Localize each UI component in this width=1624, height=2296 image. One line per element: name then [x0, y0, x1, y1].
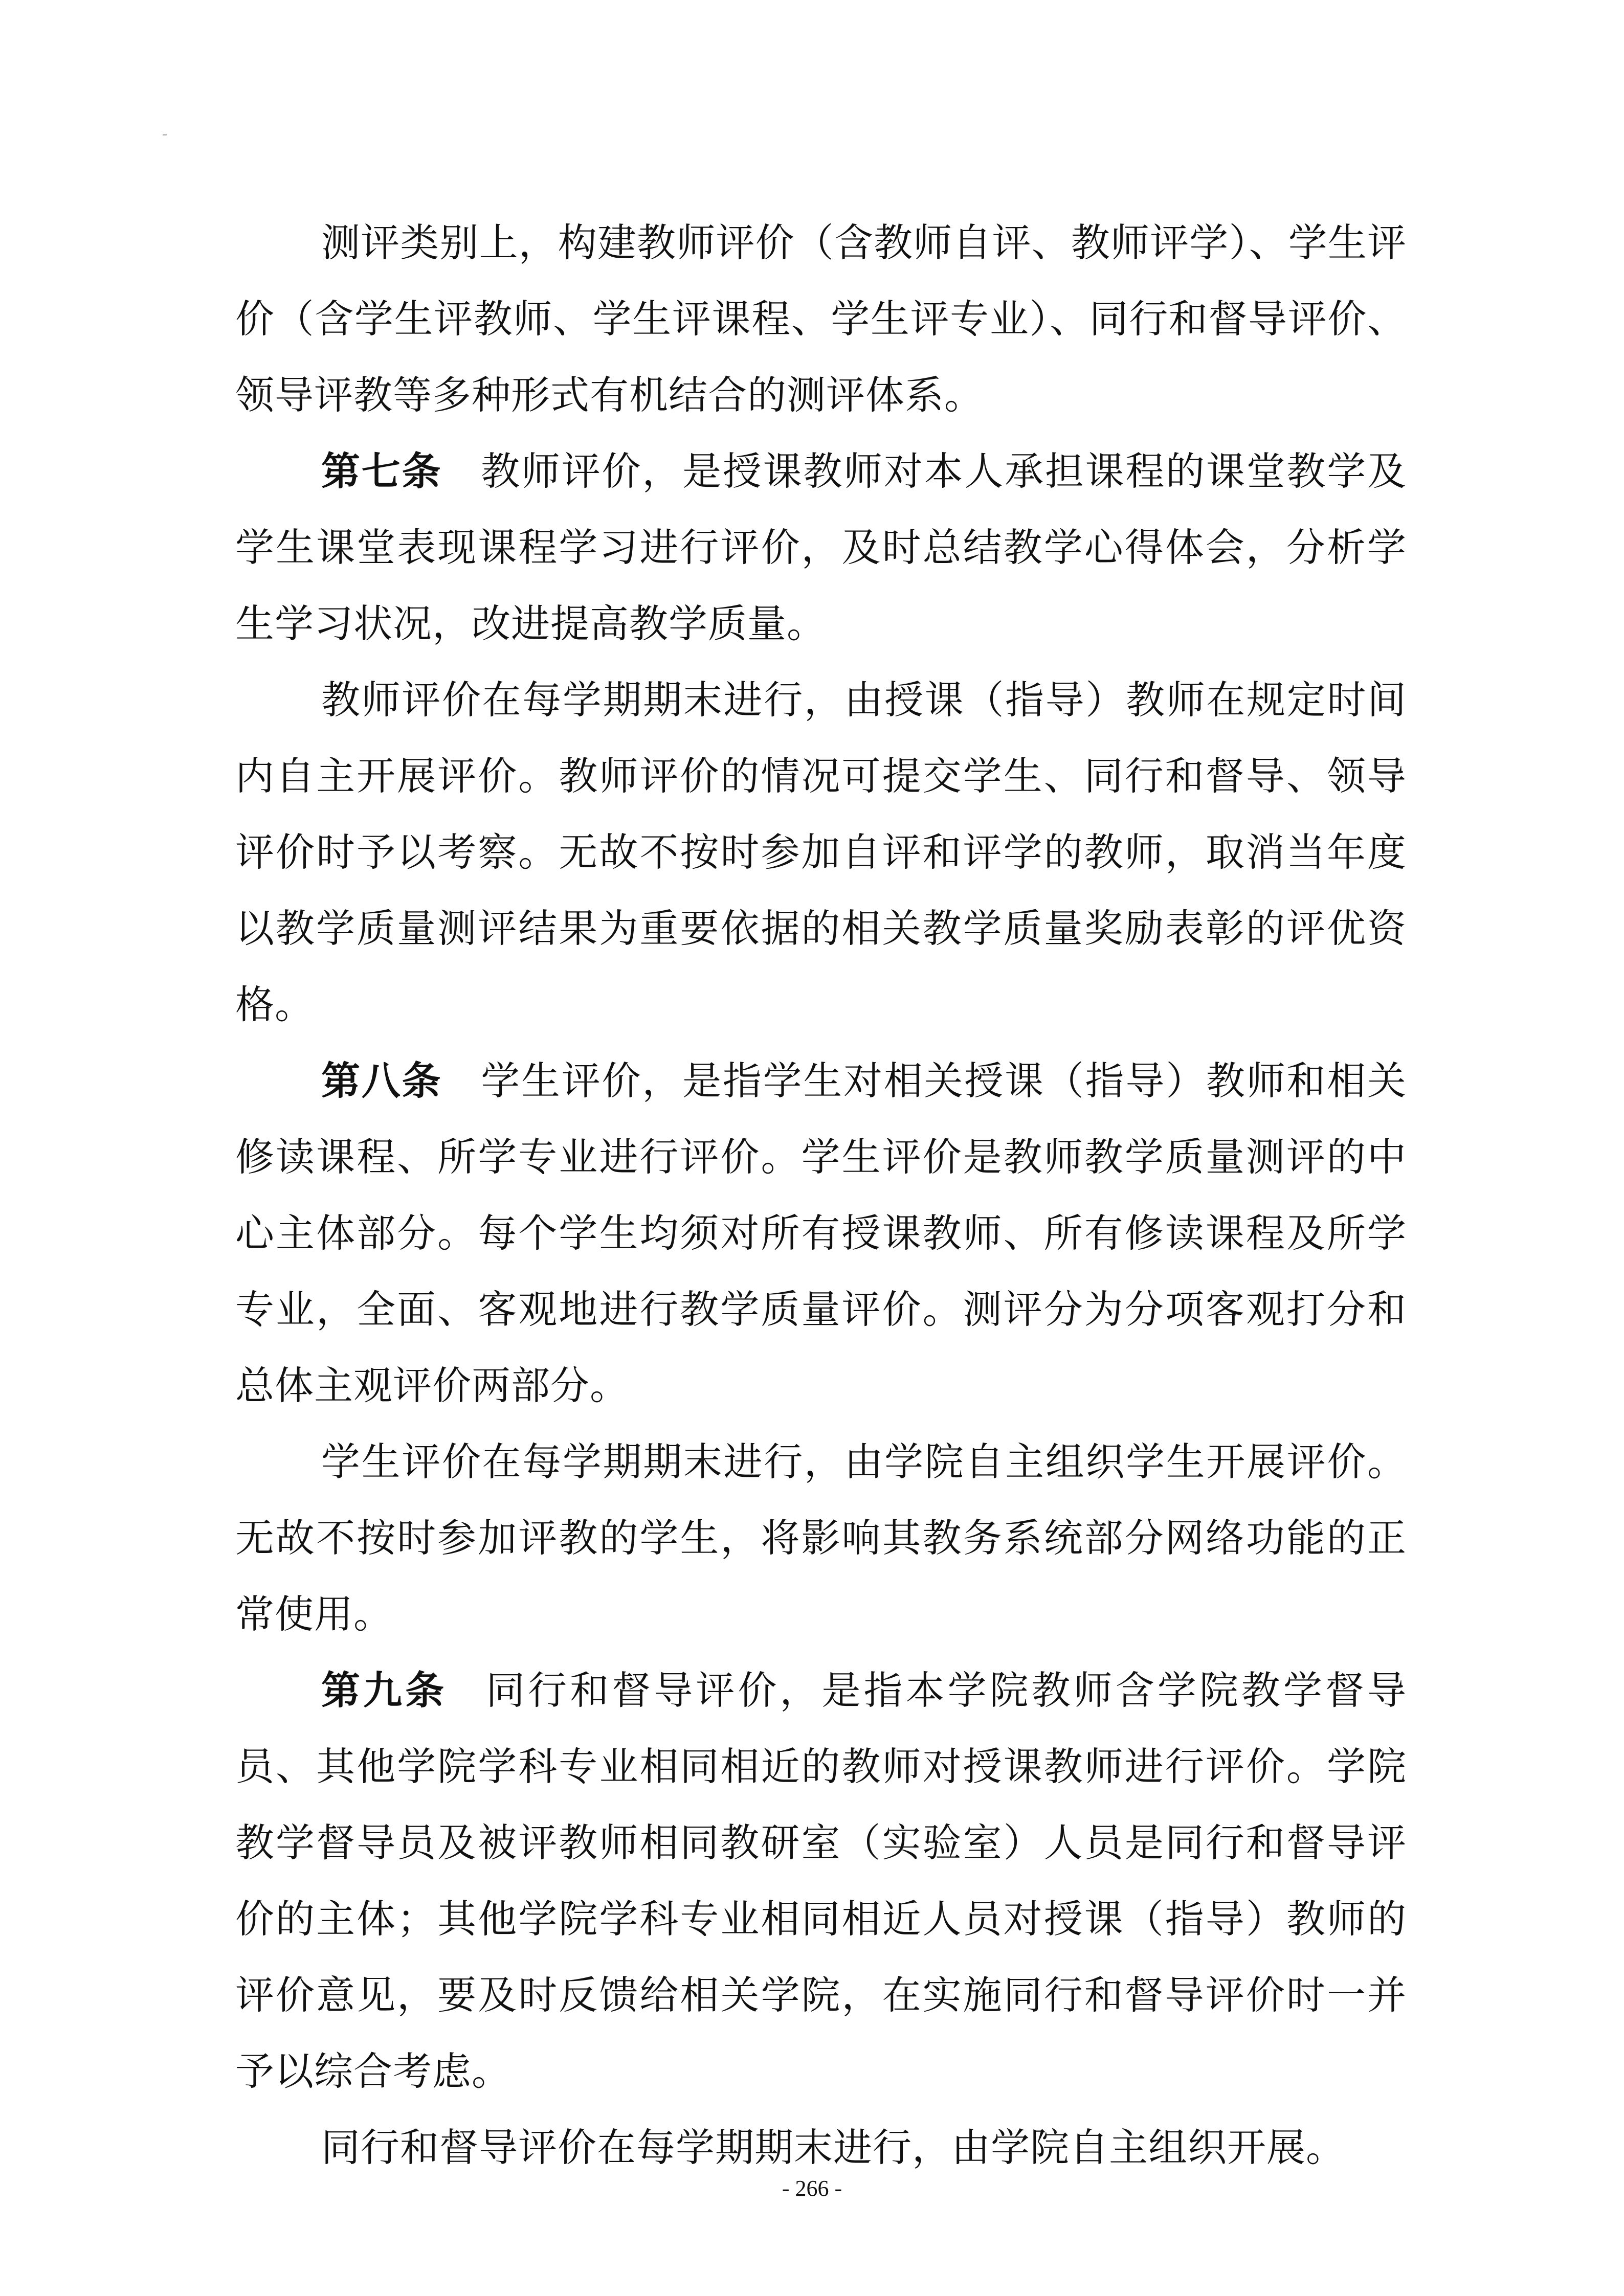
paragraph-text: 测评类别上，构建教师评价（含教师自评、教师评学）、学生评价（含学生评教师、学生评课程、学生评专业）、同行和督导评价、领导评教等多种形式有机结合的测评体系。 [235, 220, 1407, 418]
paragraph-student-evaluation-timing [235, 1424, 1407, 1652]
paragraph-text: 学生评价在每学期期末进行，由学院自主组织学生开展评价。无故不按时参加评教的学生，将影响其教务系统部分网络功能的正常使用。 [235, 1439, 1407, 1637]
article-8 [235, 1043, 1407, 1424]
article-number: 第九条 [321, 1668, 448, 1713]
paragraph-evaluation-categories [235, 205, 1407, 433]
paragraph-peer-evaluation-timing [235, 2109, 1407, 2186]
article-number: 第八条 [321, 1058, 442, 1104]
paragraph-text: 同行和督导评价在每学期期末进行，由学院自主组织开展。 [321, 2125, 1345, 2170]
body-text [235, 205, 1407, 2186]
paragraph-text: 教师评价在每学期期末进行，由授课（指导）教师在规定时间内自主开展评价。教师评价的情况可提交学生、同行和督导、领导评价时予以考察。无故不按时参加自评和评学的教师，取消当年度以教学质量测评结果为重要依据的相关教学质量奖励表彰的评优资格。 [235, 677, 1407, 1027]
paragraph-text: 教师评价，是授课教师对本人承担课程的课堂教学及学生课堂表现课程学习进行评价，及时总结教学心得体会，分析学生学习状况，改进提高教学质量。 [235, 448, 1407, 646]
scan-mark [163, 134, 167, 136]
paragraph-text: 学生评价，是指学生对相关授课（指导）教师和相关修读课程、所学专业进行评价。学生评价是教师教学质量测评的中心主体部分。每个学生均须对所有授课教师、所有修读课程及所学专业，全面、客观地进行教学质量评价。测评分为分项客观打分和总体主观评价两部分。 [235, 1058, 1407, 1408]
page-number: - 266 - [782, 2176, 842, 2201]
paragraph-teacher-evaluation-timing [235, 662, 1407, 1043]
paragraph-text: 同行和督导评价，是指本学院教师含学院教学督导员、其他学院学科专业相同相近的教师对授课教师进行评价。学院教学督导员及被评教师相同教研室（实验室）人员是同行和督导评价的主体；其他学院学科专业相同相近人员对授课（指导）教师的评价意见，要及时反馈给相关学院，在实施同行和督导评价时一并予以综合考虑。 [235, 1668, 1407, 2094]
article-number: 第七条 [321, 448, 442, 494]
article-9 [235, 1652, 1407, 2109]
article-7 [235, 433, 1407, 662]
